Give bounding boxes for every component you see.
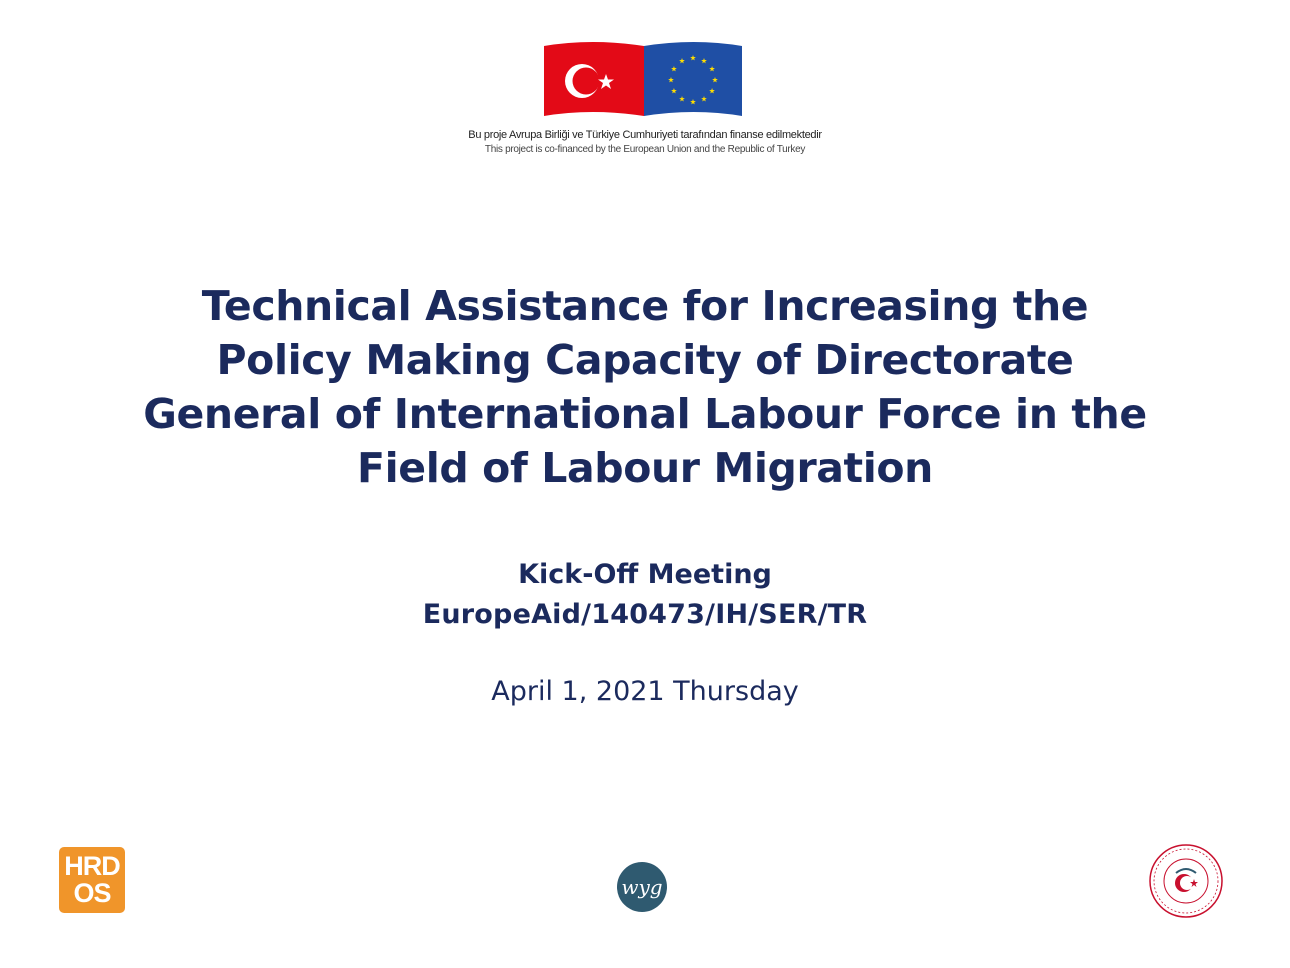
title-line: Policy Making Capacity of Directorate [216,336,1074,384]
meeting-date: April 1, 2021 Thursday [491,676,799,707]
title-line: General of International Labour Force in the [143,390,1147,438]
turkey-eu-flags-logo [540,40,746,122]
hrdos-logo-line2: OS [73,878,111,908]
title-line: Technical Assistance for Increasing the [201,282,1089,330]
wyg-logo-text: wyg [621,875,663,899]
wyg-logo [616,861,668,913]
eu-flag [644,42,742,116]
funding-caption-tr: Bu proje Avrupa Birliği ve Türkiye Cumhuriyeti tarafından finanse edilmektedir [468,129,822,141]
hrdos-logo-line1: HRD [64,851,120,881]
funding-caption-en: This project is co-financed by the European Union and the Republic of Turkey [484,144,806,155]
meeting-name: Kick-Off Meeting [518,559,772,590]
hrdos-logo [59,847,125,913]
project-reference: EuropeAid/140473/IH/SER/TR [422,599,868,630]
ministry-seal-logo [1148,843,1224,919]
title-line: Field of Labour Migration [357,444,933,492]
presentation-title [100,279,1190,495]
